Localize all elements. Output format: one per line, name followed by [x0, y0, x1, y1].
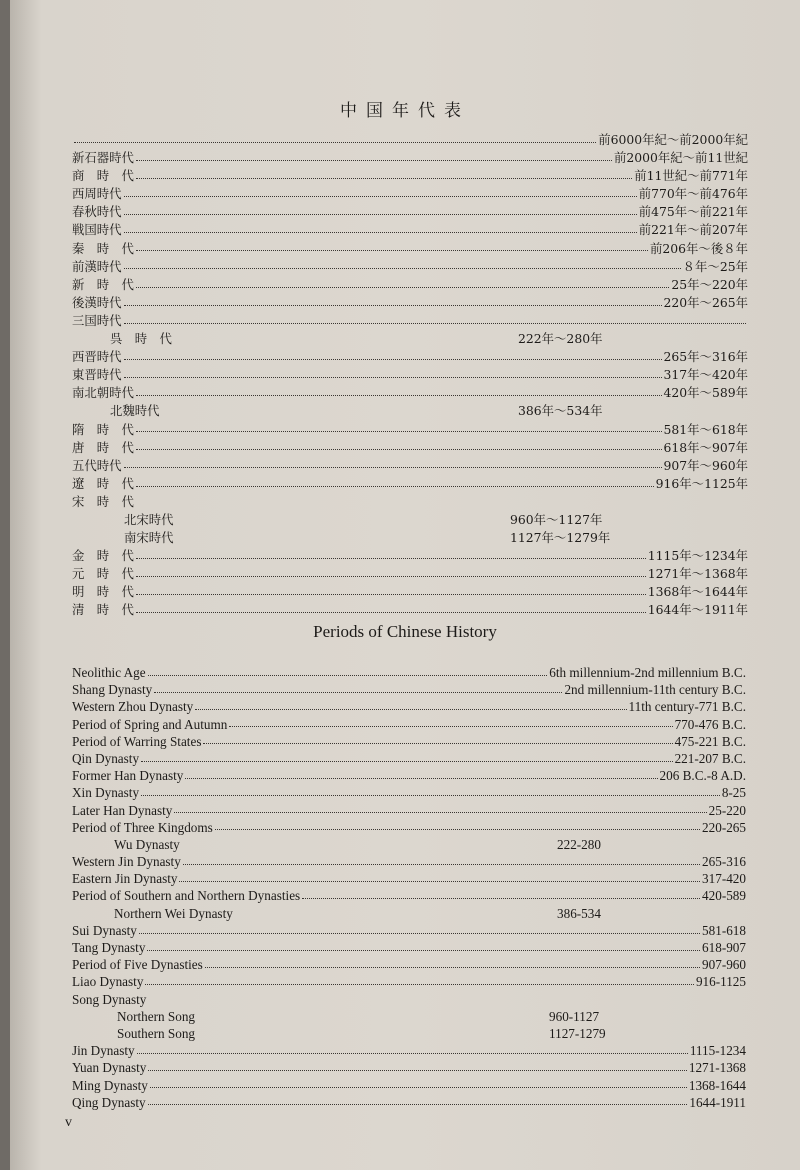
dot-leader [150, 1077, 687, 1088]
chronology-row [72, 384, 748, 402]
english-title: Periods of Chinese History [313, 622, 497, 641]
chronology-row [72, 784, 746, 801]
period-name: 南北朝時代 [72, 385, 134, 401]
period-name: 春秋時代 [72, 204, 122, 220]
chronology-row [72, 802, 746, 819]
chronology-row [72, 767, 746, 784]
period-dates: 317年～420年 [663, 367, 748, 383]
period-dates: 前221年～前207年 [638, 222, 748, 238]
period-name: Xin Dynasty [72, 785, 140, 801]
dot-leader [148, 1060, 686, 1071]
chronology-row [72, 167, 748, 185]
chronology-row [72, 529, 748, 547]
period-name: Tang Dynasty [72, 940, 146, 955]
period-dates: 11th century-771 B.C. [628, 699, 746, 715]
chronology-row [72, 348, 748, 366]
chronology-row [72, 421, 748, 439]
period-name: 清 時 代 [72, 602, 134, 618]
chronology-row [72, 1008, 746, 1025]
period-dates: 前475年～前221年 [638, 204, 748, 220]
period-dates: 1115年～1234年 [647, 548, 748, 564]
period-dates: 6th millennium-2nd millennium B.C. [549, 665, 746, 680]
period-name: Sui Dynasty [72, 922, 137, 938]
chronology-row [72, 294, 748, 312]
period-dates: 960年～1127年 [510, 511, 603, 527]
dot-leader [136, 476, 654, 486]
dot-leader [141, 785, 720, 796]
period-name: 明 時 代 [72, 584, 134, 600]
dot-leader [141, 751, 673, 762]
period-name: 北宋時代 [124, 511, 174, 527]
period-name: 南宋時代 [124, 530, 174, 546]
period-name: Northern Song [117, 1008, 196, 1024]
chronology-row [72, 733, 746, 750]
period-dates: 907-960 [702, 957, 746, 973]
period-dates: 386年～534年 [518, 403, 603, 419]
chronology-row [72, 973, 746, 990]
dot-leader [124, 313, 746, 323]
period-name: 遼 時 代 [72, 475, 134, 491]
dot-leader [124, 295, 662, 305]
chronology-row [72, 1077, 746, 1094]
dot-leader [136, 603, 646, 613]
period-dates: 960-1127 [549, 1008, 600, 1024]
chronology-row [72, 853, 746, 870]
period-dates: 8-25 [721, 785, 746, 801]
chronology-row [72, 131, 748, 149]
dot-leader [147, 940, 700, 951]
dot-leader [174, 802, 706, 813]
dot-leader [124, 187, 637, 197]
chronology-row [72, 511, 748, 529]
period-name: 西周時代 [72, 186, 122, 202]
period-dates: 618年～907年 [663, 439, 748, 455]
chronology-row [72, 583, 748, 601]
period-name: 東晋時代 [72, 367, 122, 383]
dot-leader [136, 151, 612, 161]
chronology-row [72, 402, 748, 420]
book-page [10, 0, 800, 1170]
period-dates: 221-207 B.C. [674, 750, 746, 766]
period-name: 秦 時 代 [72, 240, 134, 256]
chronology-row [72, 565, 748, 583]
dot-leader [183, 854, 700, 865]
chronology-row [72, 1042, 746, 1059]
period-dates: 206 B.C.-8 A.D. [659, 768, 746, 784]
period-dates: 前2000年紀～前11世紀 [613, 150, 748, 166]
period-name: Period of Spring and Autumn [72, 716, 228, 732]
period-dates: 1368-1644 [688, 1077, 746, 1093]
period-dates: 前206年～後８年 [650, 240, 748, 256]
period-dates: 475-221 B.C. [674, 733, 746, 749]
dot-leader [139, 923, 700, 934]
chronology-row [72, 1025, 746, 1042]
chronology-row [72, 547, 748, 565]
chronology-row [72, 149, 748, 167]
period-dates: 916-1125 [695, 974, 746, 990]
period-dates: 317-420 [702, 871, 746, 887]
period-name: Period of Five Dynasties [72, 957, 203, 973]
chronology-row [72, 601, 748, 619]
period-dates: 1271年～1368年 [647, 566, 748, 582]
period-name: 新石器時代 [72, 150, 134, 166]
dot-leader [145, 974, 694, 985]
dot-leader [124, 458, 662, 468]
period-dates: 916年～1125年 [655, 475, 748, 491]
chronology-row [72, 258, 748, 276]
period-name: Song Dynasty [72, 991, 147, 1007]
dot-leader [136, 277, 669, 287]
period-dates: 1644年～1911年 [647, 602, 748, 618]
dot-leader [148, 665, 548, 676]
chronology-row [72, 836, 746, 853]
period-name: Shang Dynasty [72, 682, 153, 698]
chronology-row [72, 887, 746, 904]
period-name: 戦国時代 [72, 222, 122, 238]
dot-leader [124, 223, 637, 233]
chronology-row [72, 1094, 746, 1111]
dot-leader [136, 241, 648, 251]
period-name: 隋 時 代 [72, 421, 134, 437]
period-dates: 前6000年紀～前2000年紀 [598, 132, 748, 147]
chronology-row [72, 276, 748, 294]
chronology-row [72, 1059, 746, 1076]
dot-leader [124, 205, 637, 215]
period-name: 新 時 代 [72, 276, 134, 292]
chronology-row [72, 475, 748, 493]
dot-leader [195, 699, 626, 710]
period-name: Neolithic Age [72, 665, 146, 680]
dot-leader [137, 1043, 688, 1054]
period-dates: 581年～618年 [663, 421, 748, 437]
period-name: 三国時代 [72, 312, 122, 328]
period-dates: 386-534 [557, 905, 601, 921]
dot-leader [215, 819, 700, 830]
period-name: Qing Dynasty [72, 1094, 146, 1110]
period-dates: 222年～280年 [518, 331, 603, 347]
dot-leader [205, 957, 700, 968]
period-dates: 222-280 [557, 836, 601, 852]
period-name: Western Zhou Dynasty [72, 699, 194, 715]
chronology-row [72, 819, 746, 836]
period-dates: 1368年～1644年 [647, 584, 748, 600]
chronology-row [72, 664, 746, 681]
period-dates: 220-265 [702, 819, 746, 835]
chronology-row [72, 221, 748, 239]
dot-leader [229, 716, 672, 727]
period-name: Liao Dynasty [72, 974, 144, 990]
chronology-row [72, 922, 746, 939]
period-name: Period of Three Kingdoms [72, 819, 213, 835]
chronology-row [72, 312, 748, 330]
period-name: Northern Wei Dynasty [114, 905, 233, 921]
period-name: 西晋時代 [72, 349, 122, 365]
chronology-row [72, 203, 748, 221]
period-name: Yuan Dynasty [72, 1060, 147, 1076]
period-dates: 420-589 [702, 888, 746, 904]
chronology-row [72, 439, 748, 457]
period-name: Wu Dynasty [114, 836, 180, 852]
chronology-row [72, 750, 746, 767]
dot-leader [136, 169, 632, 179]
japanese-chronology-list [72, 131, 748, 620]
dot-leader [124, 368, 662, 378]
period-name: 後漢時代 [72, 294, 122, 310]
period-dates: 1115-1234 [689, 1043, 746, 1059]
period-dates: 1127-1279 [549, 1025, 606, 1041]
period-dates: ８年～25年 [682, 258, 748, 274]
period-name: 金 時 代 [72, 548, 134, 564]
chronology-row [72, 698, 746, 715]
dot-leader [136, 549, 646, 559]
chronology-row [72, 991, 746, 1008]
period-name: Later Han Dynasty [72, 802, 173, 818]
period-name: 呉 時 代 [110, 331, 172, 347]
dot-leader [136, 440, 662, 450]
chronology-row [72, 330, 748, 348]
chronology-row [72, 240, 748, 258]
dot-leader [148, 1094, 688, 1105]
period-name: 五代時代 [72, 457, 122, 473]
dot-leader [302, 888, 700, 899]
period-dates: 2nd millennium-11th century B.C. [564, 682, 746, 698]
dot-leader [179, 871, 700, 882]
period-dates: 25-220 [708, 802, 746, 818]
japanese-title: 中国年代表 [340, 101, 470, 121]
dot-leader [74, 132, 596, 142]
dot-leader [136, 386, 662, 396]
period-dates: 907年～960年 [663, 457, 748, 473]
dot-leader [154, 682, 562, 693]
period-dates: 770-476 B.C. [674, 716, 746, 732]
chronology-row [72, 457, 748, 475]
dot-leader [136, 585, 646, 595]
period-name: 唐 時 代 [72, 439, 134, 455]
chronology-row [72, 366, 748, 384]
period-dates: 1644-1911 [689, 1094, 746, 1110]
period-name: Period of Southern and Northern Dynasties [72, 888, 301, 904]
chronology-row [72, 956, 746, 973]
period-dates: 265年～316年 [663, 349, 748, 365]
period-dates: 618-907 [702, 940, 746, 955]
page-number: v [65, 1115, 72, 1130]
period-dates: 420年～589年 [663, 385, 748, 401]
chronology-row [72, 870, 746, 887]
period-dates: 1271-1368 [688, 1060, 746, 1076]
dot-leader [124, 350, 662, 360]
period-name: Ming Dynasty [72, 1077, 148, 1093]
chronology-row [72, 681, 746, 698]
period-dates: 前770年～前476年 [638, 186, 748, 202]
period-name: Period of Warring States [72, 733, 202, 749]
period-name: 北魏時代 [110, 403, 160, 419]
period-name: Former Han Dynasty [72, 768, 184, 784]
period-name: 前漢時代 [72, 258, 122, 274]
period-name: Western Jin Dynasty [72, 854, 181, 870]
english-chronology-list [72, 664, 746, 1111]
period-name: Jin Dynasty [72, 1043, 135, 1059]
chronology-row [72, 493, 748, 511]
chronology-row [72, 939, 746, 956]
dot-leader [124, 259, 681, 269]
period-name: 宋 時 代 [72, 493, 134, 509]
period-name: Southern Song [117, 1025, 196, 1041]
period-name: Qin Dynasty [72, 750, 140, 766]
dot-leader [203, 734, 672, 745]
dot-leader [185, 768, 657, 779]
chronology-row [72, 905, 746, 922]
period-dates: 581-618 [702, 922, 746, 938]
chronology-row [72, 716, 746, 733]
period-dates: 25年～220年 [671, 276, 748, 292]
period-name: 元 時 代 [72, 566, 134, 582]
chronology-row [72, 185, 748, 203]
period-dates: 265-316 [702, 854, 746, 870]
period-dates: 1127年～1279年 [510, 530, 611, 546]
period-dates: 220年～265年 [663, 294, 748, 310]
period-name: 商 時 代 [72, 168, 134, 184]
dot-leader [136, 567, 646, 577]
dot-leader [136, 422, 662, 432]
period-name: Eastern Jin Dynasty [72, 871, 178, 887]
period-dates: 前11世紀～前771年 [634, 168, 748, 184]
